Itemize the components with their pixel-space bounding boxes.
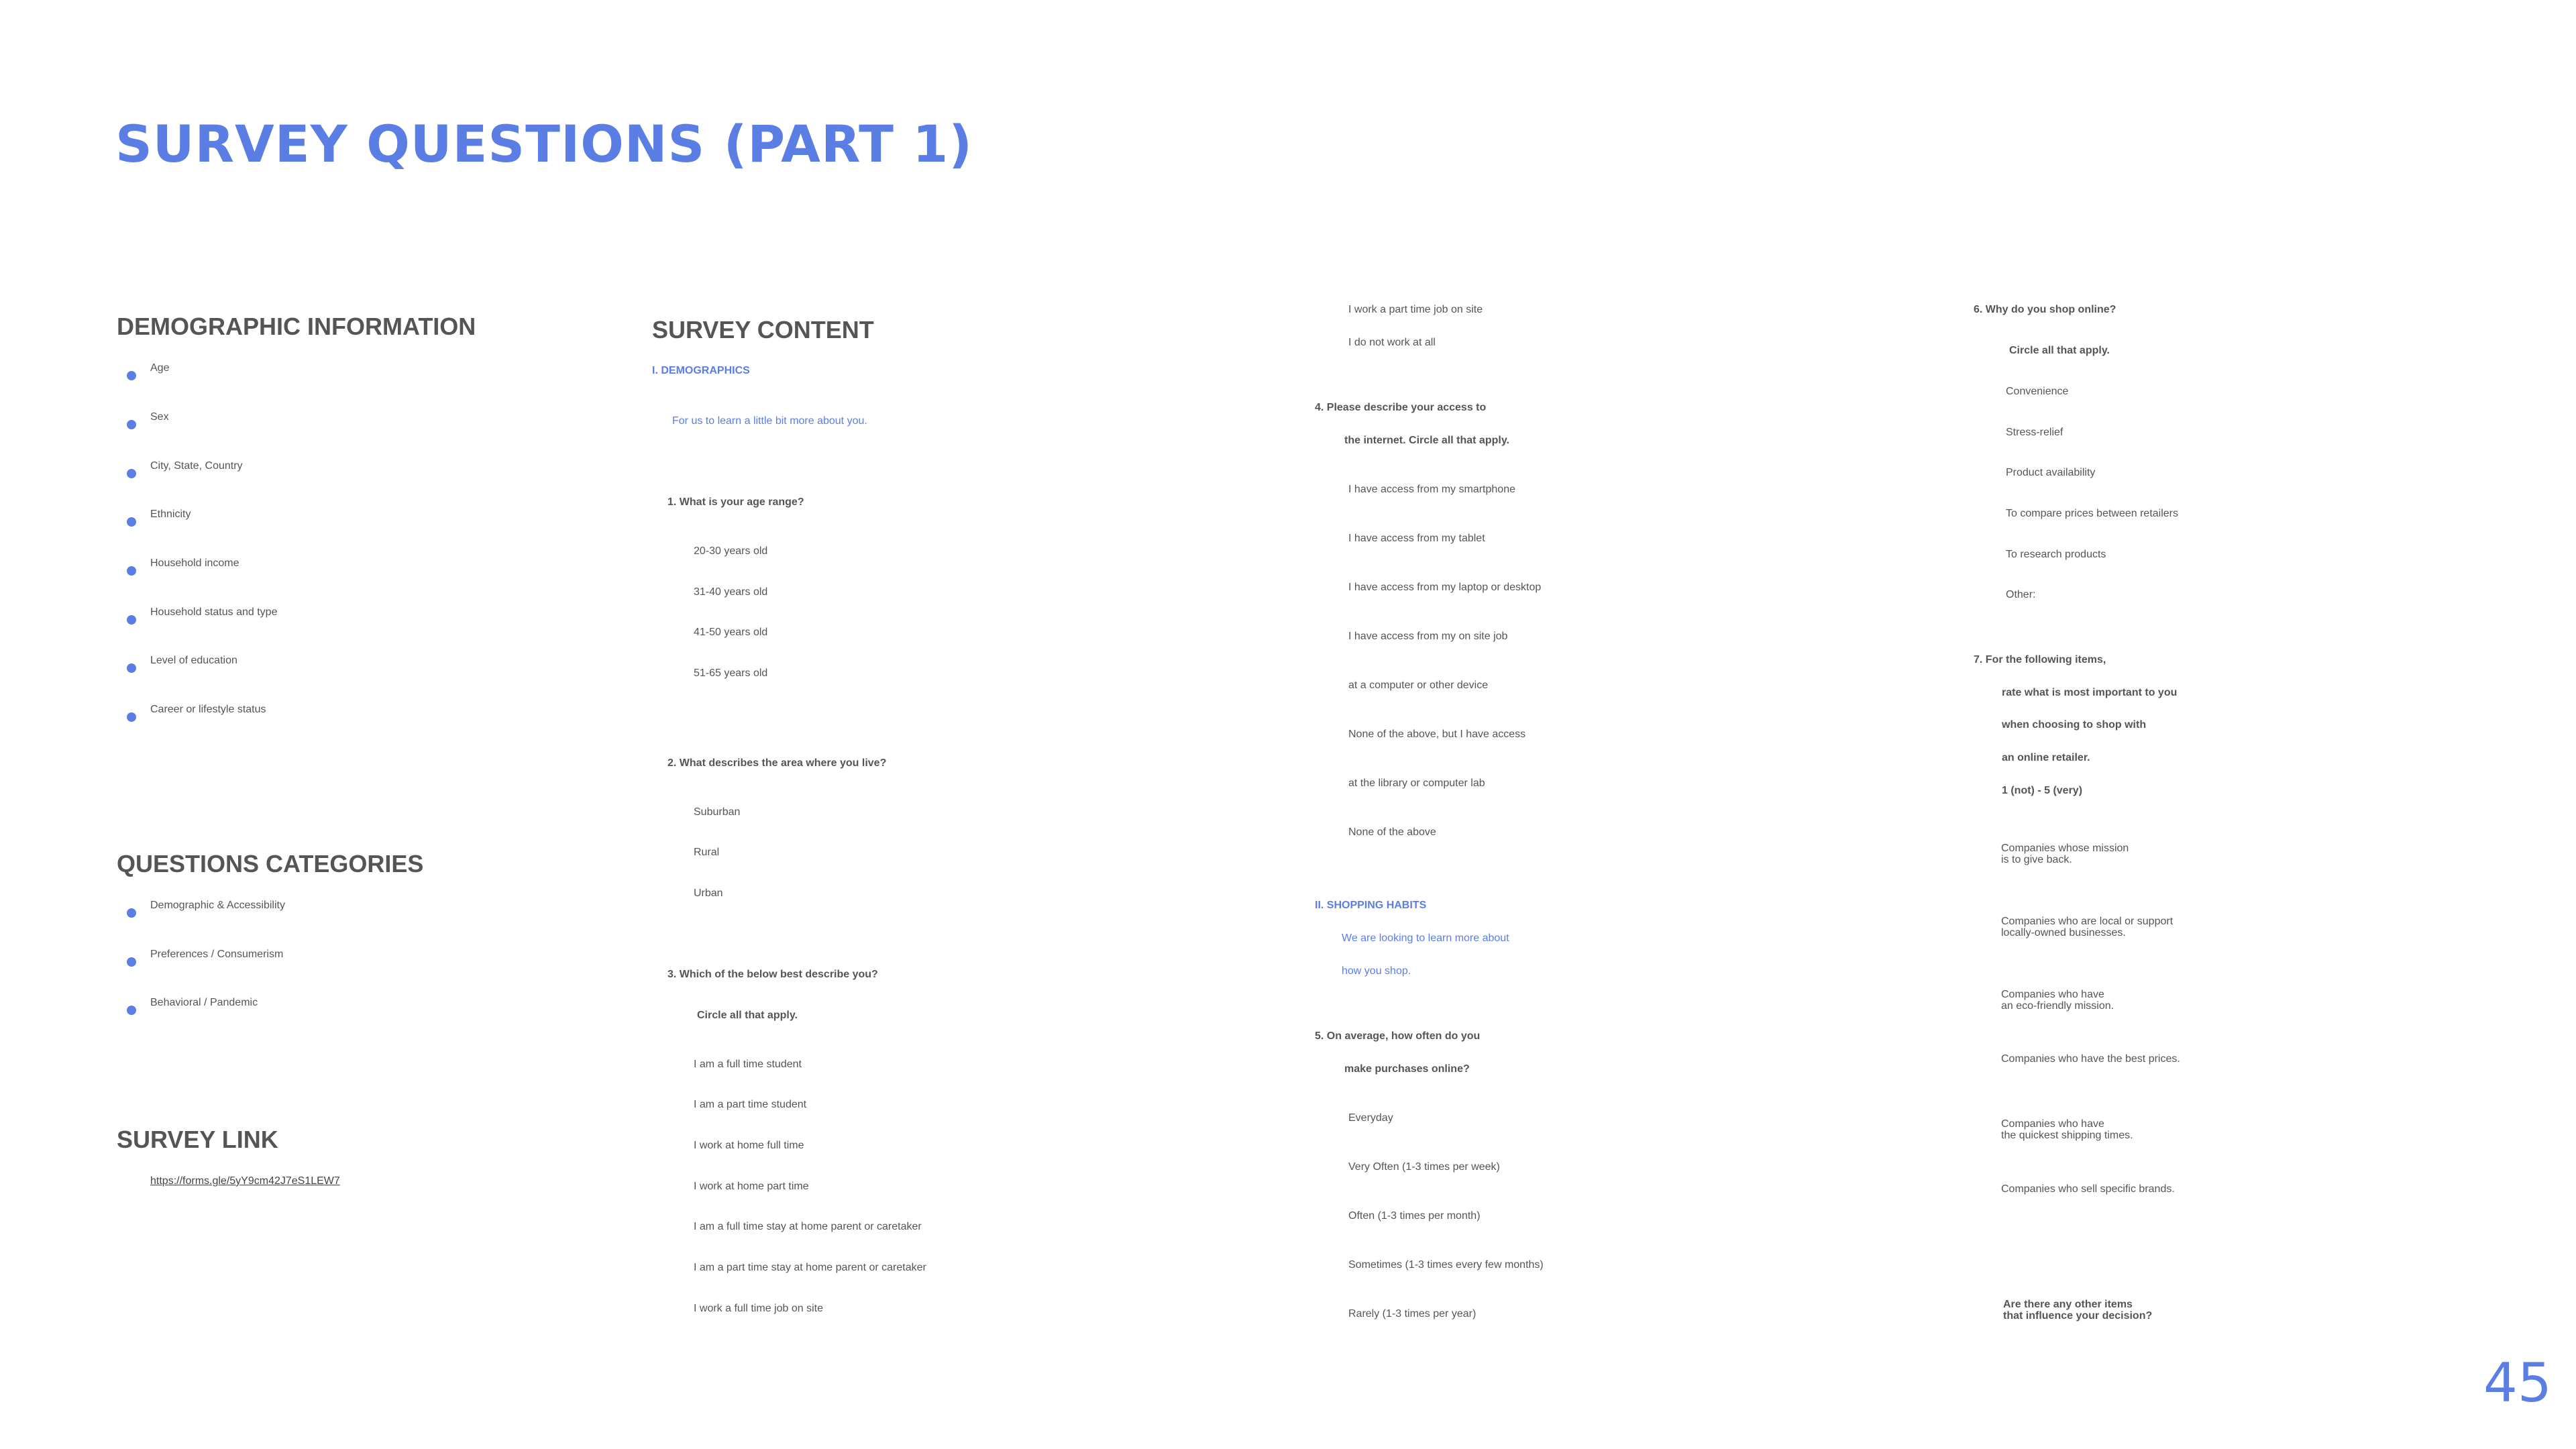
q5-option: Very Often (1-3 times per week): [1348, 1161, 1500, 1173]
q7-item: [2001, 1054, 2180, 1065]
q3-option: I work a full time job on site: [694, 1303, 823, 1314]
q6-option: Stress-relief: [2006, 427, 2063, 438]
demographic-heading: DEMOGRAPHIC INFORMATION: [117, 313, 476, 340]
list-item: Career or lifestyle status: [150, 704, 266, 715]
survey-link[interactable]: https://forms.gle/5yY9cm42J7eS1LEW7: [150, 1175, 340, 1187]
q3-option: I am a full time stay at home parent or caretaker: [694, 1221, 922, 1232]
q3-option: I work at home full time: [694, 1140, 804, 1151]
q3-option: I am a part time stay at home parent or caretaker: [694, 1262, 926, 1273]
q2-option: Suburban: [694, 806, 741, 818]
question-7-line-4: an online retailer.: [2002, 752, 2090, 763]
bullet-icon: [127, 663, 136, 673]
list-item: City, State, Country: [150, 460, 243, 472]
bullet-icon: [127, 1006, 136, 1015]
q1-option: 41-50 years old: [694, 627, 768, 638]
q7-item: [2001, 916, 2173, 939]
list-item: Preferences / Consumerism: [150, 949, 284, 960]
bullet-icon: [127, 615, 136, 625]
q7-item-line: Companies who sell specific brands.: [2001, 1183, 2175, 1195]
bullet-icon: [127, 420, 136, 429]
list-item: Ethnicity: [150, 508, 191, 520]
question-3: 3. Which of the below best describe you?: [667, 969, 878, 980]
q2-option: Urban: [694, 888, 723, 899]
page-number: 45: [2483, 1352, 2552, 1414]
question-7-scale: 1 (not) - 5 (very): [2002, 785, 2083, 796]
q7-item-line: locally-owned businesses.: [2001, 926, 2126, 938]
bullet-icon: [127, 469, 136, 478]
q2-option: Rural: [694, 847, 720, 858]
bullet-icon: [127, 908, 136, 918]
q5-option: Rarely (1-3 times per year): [1348, 1308, 1477, 1320]
question-4: 4. Please describe your access to: [1315, 402, 1487, 413]
question-2: 2. What describes the area where you live?: [667, 757, 887, 769]
categories-heading: QUESTIONS CATEGORIES: [117, 850, 424, 877]
q7-item: [2001, 1184, 2175, 1195]
q1-option: 51-65 years old: [694, 667, 768, 679]
question-4-line-2: the internet. Circle all that apply.: [1344, 435, 1509, 446]
q4-option: I have access from my tablet: [1348, 533, 1485, 544]
list-item: Sex: [150, 411, 169, 423]
bullet-icon: [127, 517, 136, 527]
bullet-icon: [127, 712, 136, 722]
q7-item-line: Companies who have the best prices.: [2001, 1053, 2180, 1065]
q5-option: Sometimes (1-3 times every few months): [1348, 1259, 1544, 1271]
q6-option: To research products: [2006, 549, 2106, 560]
q5-option: Often (1-3 times per month): [1348, 1210, 1481, 1222]
list-item: Behavioral / Pandemic: [150, 997, 258, 1008]
list-item: Household status and type: [150, 606, 278, 618]
q4-option: I have access from my smartphone: [1348, 484, 1515, 495]
q7-item-line: Companies who have: [2001, 989, 2104, 1000]
question-1: 1. What is your age range?: [667, 496, 804, 508]
q4-option: at a computer or other device: [1348, 680, 1489, 691]
q7-item-line: is to give back.: [2001, 853, 2072, 865]
list-item: Level of education: [150, 655, 237, 666]
q4-option: at the library or computer lab: [1348, 777, 1485, 789]
q3-option: I work at home part time: [694, 1181, 809, 1192]
bullet-icon: [127, 957, 136, 967]
q5-option: Everyday: [1348, 1112, 1393, 1124]
q7-item: [2001, 843, 2129, 866]
q4-option: None of the above, but I have access: [1348, 729, 1526, 740]
q7-item-line: Companies who are local or support: [2001, 916, 2174, 927]
q4-option: I have access from my on site job: [1348, 631, 1508, 642]
bullet-icon: [127, 371, 136, 380]
page-title: SURVEY QUESTIONS (PART 1): [115, 114, 973, 174]
q6-option: Product availability: [2006, 467, 2096, 478]
q6-option: Other:: [2006, 589, 2036, 600]
q7-item-line: Companies whose mission: [2001, 843, 2129, 854]
q1-option: 31-40 years old: [694, 586, 768, 598]
q3-option: I am a full time student: [694, 1059, 802, 1070]
question-7-line-3: when choosing to shop with: [2002, 719, 2147, 731]
question-6-instruction: Circle all that apply.: [2009, 345, 2110, 356]
q4-option: None of the above: [1348, 826, 1436, 838]
section-shopping-habits-subtitle: We are looking to learn more about: [1342, 932, 1509, 944]
question-7: 7. For the following items,: [1974, 654, 2106, 665]
question-7-line-2: rate what is most important to you: [2002, 687, 2178, 698]
q3-option: I do not work at all: [1348, 337, 1436, 348]
q6-option: Convenience: [2006, 386, 2069, 397]
closing-question-line: Are there any other items: [2003, 1299, 2133, 1310]
closing-question: [2003, 1299, 2152, 1322]
question-5-line-2: make purchases online?: [1344, 1063, 1470, 1075]
q7-item-line: an eco-friendly mission.: [2001, 1000, 2114, 1012]
q7-item: [2001, 989, 2114, 1012]
question-3-instruction: Circle all that apply.: [697, 1010, 798, 1021]
list-item: Demographic & Accessibility: [150, 900, 285, 911]
section-demographics-heading: I. DEMOGRAPHICS: [652, 365, 750, 376]
bullet-icon: [127, 566, 136, 576]
survey-link-heading: SURVEY LINK: [117, 1126, 278, 1153]
list-item: Household income: [150, 557, 239, 569]
question-6: 6. Why do you shop online?: [1974, 304, 2116, 315]
q6-option: To compare prices between retailers: [2006, 508, 2179, 519]
q7-item-line: Companies who have: [2001, 1118, 2104, 1130]
q7-item-line: the quickest shipping times.: [2001, 1129, 2133, 1141]
q1-option: 20-30 years old: [694, 545, 768, 557]
survey-content-heading: SURVEY CONTENT: [652, 316, 874, 343]
question-5: 5. On average, how often do you: [1315, 1030, 1481, 1042]
section-shopping-habits-subtitle-2: how you shop.: [1342, 965, 1411, 977]
section-demographics-subtitle: For us to learn a little bit more about you.: [672, 415, 867, 427]
section-shopping-habits-heading: II. SHOPPING HABITS: [1315, 900, 1427, 911]
q3-option: I work a part time job on site: [1348, 304, 1483, 315]
q4-option: I have access from my laptop or desktop: [1348, 582, 1542, 593]
closing-question-line: that influence your decision?: [2003, 1309, 2153, 1322]
q7-item: [2001, 1119, 2133, 1142]
q3-option: I am a part time student: [694, 1099, 807, 1110]
list-item: Age: [150, 362, 170, 374]
